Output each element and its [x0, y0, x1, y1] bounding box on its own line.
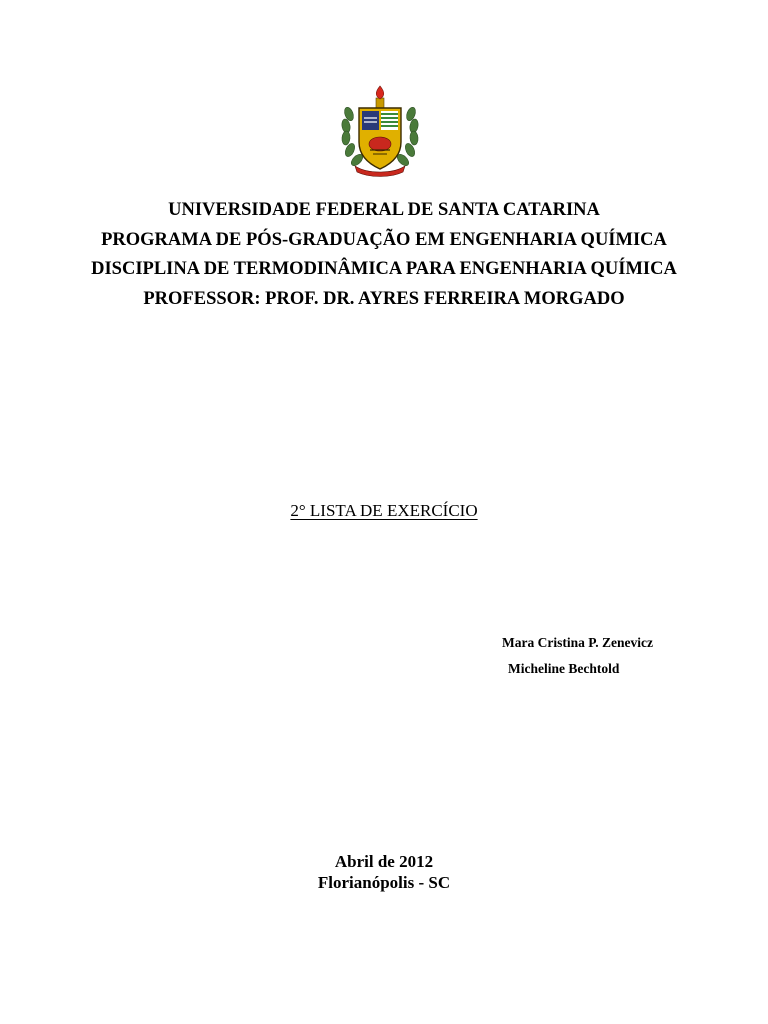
author-name: Micheline Bechtold: [508, 661, 620, 676]
author-name: Mara Cristina P. Zenevicz: [502, 635, 653, 650]
document-title-text: 2° LISTA DE EXERCÍCIO: [290, 501, 478, 520]
university-name: UNIVERSIDADE FEDERAL DE SANTA CATARINA: [168, 200, 600, 220]
professor-name: PROFESSOR: PROF. DR. AYRES FERREIRA MORGADO: [143, 288, 625, 309]
authors-block: [502, 630, 732, 682]
document-title: [0, 500, 768, 522]
date-location-block: [0, 851, 768, 893]
course-name: DISCIPLINA DE TERMODINÂMICA PARA ENGENHARIA QUÍMICA: [91, 259, 677, 279]
institution-header: [0, 196, 768, 314]
university-crest-icon: [337, 84, 423, 178]
program-name: PROGRAMA DE PÓS-GRADUAÇÃO EM ENGENHARIA QUÍMICA: [101, 229, 667, 250]
date-text: Abril de 2012: [334, 852, 434, 871]
location-text: Florianópolis - SC: [317, 873, 451, 892]
